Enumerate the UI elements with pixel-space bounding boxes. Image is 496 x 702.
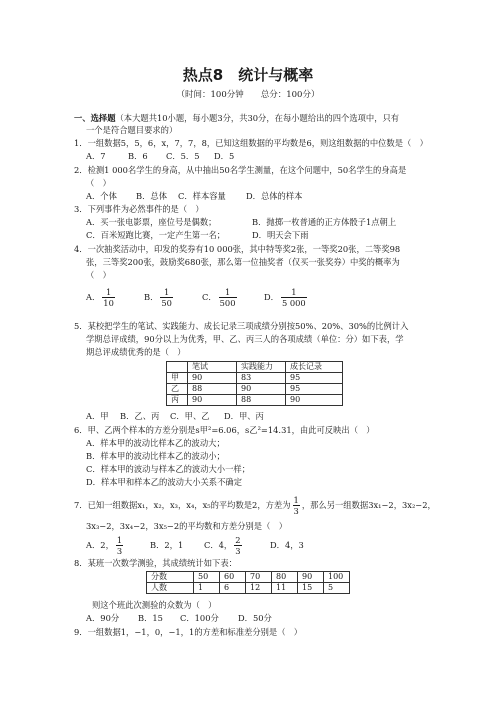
stem-text: ，那么另一组数据3x₁−2，3x₂−2，: [301, 500, 436, 510]
fraction: [102, 287, 115, 308]
table-cell: 6: [220, 583, 246, 594]
numerator: 1: [219, 287, 237, 298]
option-b: [144, 286, 202, 308]
numerator: 1: [281, 287, 307, 298]
table-cell: 95: [286, 384, 343, 395]
table-cell: 丙: [167, 395, 188, 406]
option-c: [204, 534, 270, 556]
question-4-stem-line2: 张，三等奖200张，鼓励奖680张，那么第一位抽奖者（仅买一张奖券）中奖的概率为: [86, 257, 400, 267]
table-cell: 15: [298, 583, 324, 594]
question-7-options: [86, 534, 304, 556]
section-desc-line2: 一个是符合题目要求的）: [86, 125, 178, 135]
table-row: [167, 395, 343, 406]
score-frequency-table: [146, 571, 350, 594]
option-b: B．15: [138, 613, 163, 623]
scores-table: [166, 361, 343, 406]
table-header-cell: 实践能力: [237, 362, 286, 373]
table-row: [167, 373, 343, 384]
fraction: [160, 287, 173, 308]
table-cell: 12: [246, 583, 272, 594]
question-8-stem-line2: 则这个班此次测验的众数为（ ）: [92, 600, 217, 610]
table-cell: 11: [272, 583, 298, 594]
question-3-option-a: A．买一张电影票，座位号是偶数；: [86, 217, 217, 227]
table-cell: 60: [220, 572, 246, 583]
table-cell: 95: [286, 373, 343, 384]
question-5-options: [86, 411, 264, 422]
table-header-cell: 人数: [147, 583, 194, 594]
option-d: D．4，3: [270, 540, 304, 550]
table-header-row: [167, 362, 343, 373]
table-row: [147, 572, 350, 583]
option-c: C．样本容量: [178, 191, 226, 201]
option-label: B．: [144, 292, 159, 302]
denominator: 500: [219, 298, 236, 308]
fraction: [116, 535, 123, 556]
table-row: [147, 583, 350, 594]
table-cell: 90: [237, 384, 286, 395]
question-5-stem: 5．某校把学生的笔试、实践能力、成长记录三项成绩分别按50%、20%、30%的比例计入: [74, 321, 409, 331]
numerator: 1: [116, 535, 123, 545]
option-a: [86, 286, 144, 308]
table-cell: 80: [272, 572, 298, 583]
option-d: D．50分: [238, 613, 272, 623]
table-cell: 88: [237, 395, 286, 406]
numerator: 1: [160, 287, 173, 298]
table-cell: 70: [246, 572, 272, 583]
table-cell: 90: [298, 572, 324, 583]
section-heading: [74, 113, 399, 124]
option-b: B．2，1: [150, 540, 184, 550]
page-title: 热点8 统计与概率: [182, 66, 314, 84]
section-title: 一、选择题: [74, 113, 116, 123]
fraction: [219, 287, 237, 308]
table-header-cell: 分数: [147, 572, 194, 583]
table-cell: 90: [188, 395, 237, 406]
question-3-option-c: C．百米短跑比赛，一定产生第一名；: [86, 230, 226, 240]
denominator: 5 000: [281, 298, 306, 308]
question-6-option-b: B．样本甲的波动比样本乙的波动小；: [86, 451, 225, 461]
question-9-stem: 9．一组数据1，−1，0，−1，1的方差和标准差分别是（ ）: [74, 627, 303, 637]
question-5-stem-line3: 期总评成绩优秀的是（ ）: [86, 347, 186, 357]
option-a: A．7: [86, 151, 106, 161]
table-cell: 50: [194, 572, 220, 583]
question-6-option-a: A．样本甲的波动比样本乙的波动大；: [86, 438, 225, 448]
option-b: B．总体: [136, 191, 167, 201]
page-subtitle: （时间：100分钟 总分：100分）: [176, 90, 320, 100]
denominator: 3: [235, 546, 241, 556]
numerator: 1: [102, 287, 115, 298]
denominator: 3: [293, 506, 299, 516]
question-3-option-d: D．明天会下雨: [252, 230, 309, 240]
option-a: [86, 534, 150, 556]
numerator: 1: [293, 495, 299, 505]
fraction: [293, 495, 300, 516]
table-header-cell: 成长记录: [286, 362, 343, 373]
question-2-stem-line2: （ ）: [86, 178, 111, 188]
option-d: D．甲、丙: [224, 411, 264, 421]
option-d: D．5: [214, 151, 235, 161]
question-6-option-d: D．样本甲和样本乙的波动大小关系不确定: [86, 477, 242, 487]
question-3-stem: 3．下列事件为必然事件的是（ ）: [74, 204, 204, 214]
option-a: A．90分: [86, 613, 120, 623]
table-cell: [167, 362, 188, 373]
question-3-option-b: B．抛掷一枚普通的正方体骰子1点朝上: [252, 217, 397, 227]
table-cell: 83: [237, 373, 286, 384]
denominator: 3: [116, 546, 123, 556]
question-5-stem-line2: 学期总评成绩，90分以上为优秀，甲、乙、丙三人的各项成绩（单位：分）如下表，学: [86, 334, 404, 344]
option-b: B．6: [128, 151, 148, 161]
option-label: D．: [264, 292, 279, 302]
question-7-stem: [74, 494, 436, 516]
table-cell: 100: [324, 572, 350, 583]
option-c: C．甲、乙: [170, 411, 210, 421]
denominator: 10: [103, 298, 114, 308]
denominator: 50: [161, 298, 172, 308]
table-cell: 88: [188, 384, 237, 395]
option-label: A．: [86, 292, 101, 302]
option-c: C．5．5: [166, 151, 200, 161]
table-cell: 90: [188, 373, 237, 384]
option-a: A．甲: [86, 411, 109, 421]
table-header-cell: 笔试: [188, 362, 237, 373]
option-d: D．总体的样本: [246, 191, 303, 201]
section-desc: （本大题共10小题，每小题3分，共30分，在每小题给出的四个选项中，只有: [115, 113, 400, 123]
fraction: [281, 287, 307, 308]
option-a: A．个体: [86, 191, 117, 201]
question-4-stem-line3: （ ）: [86, 270, 111, 280]
option-c: [202, 286, 264, 308]
option-b: B．乙、丙: [120, 411, 160, 421]
question-6-option-c: C．样本甲的波动与样本乙的波动大小一样；: [86, 464, 250, 474]
question-2-options: [86, 191, 302, 202]
table-cell: 甲: [167, 373, 188, 384]
question-4-stem: 4．一次抽奖活动中，印发的奖券有10 000张，其中特等奖2张，一等奖20张，二等奖98: [74, 244, 401, 254]
question-1-stem: 1．一组数据5，5，6，x，7，7，8，已知这组数据的平均数是6，则这组数据的中位数是（ ）: [74, 138, 428, 148]
question-6-stem: 6．甲、乙两个样本的方差分别是s甲²=6.06，s乙²=14.31，由此可反映出（ ）: [74, 425, 375, 435]
table-cell: 90: [286, 395, 343, 406]
question-7-stem-line2: 3x₃−2，3x₄−2，3x₅−2的平均数和方差分别是（ ）: [86, 521, 287, 531]
question-1-options: [86, 151, 234, 162]
fraction: [234, 535, 241, 556]
question-8-stem: 8．某班一次数学测验，其成绩统计如下表：: [74, 558, 237, 568]
table-row: [167, 384, 343, 395]
option-label: A．2，: [86, 540, 114, 550]
option-d: [264, 286, 309, 308]
option-label: C．4，: [204, 540, 233, 550]
table-cell: 1: [194, 583, 220, 594]
stem-text: 7．已知一组数据x₁，x₂，x₃，x₄，x₅的平均数是2，方差为: [74, 500, 291, 510]
question-8-options: [86, 613, 272, 624]
numerator: 2: [235, 535, 241, 545]
question-4-options: [86, 286, 309, 308]
table-cell: 5: [324, 583, 350, 594]
option-label: C．: [202, 292, 217, 302]
option-c: C．100分: [180, 613, 219, 623]
table-cell: 乙: [167, 384, 188, 395]
question-2-stem: 2．检测1 000名学生的身高，从中抽出50名学生测量，在这个问题中，50名学生的身高是: [74, 165, 407, 175]
